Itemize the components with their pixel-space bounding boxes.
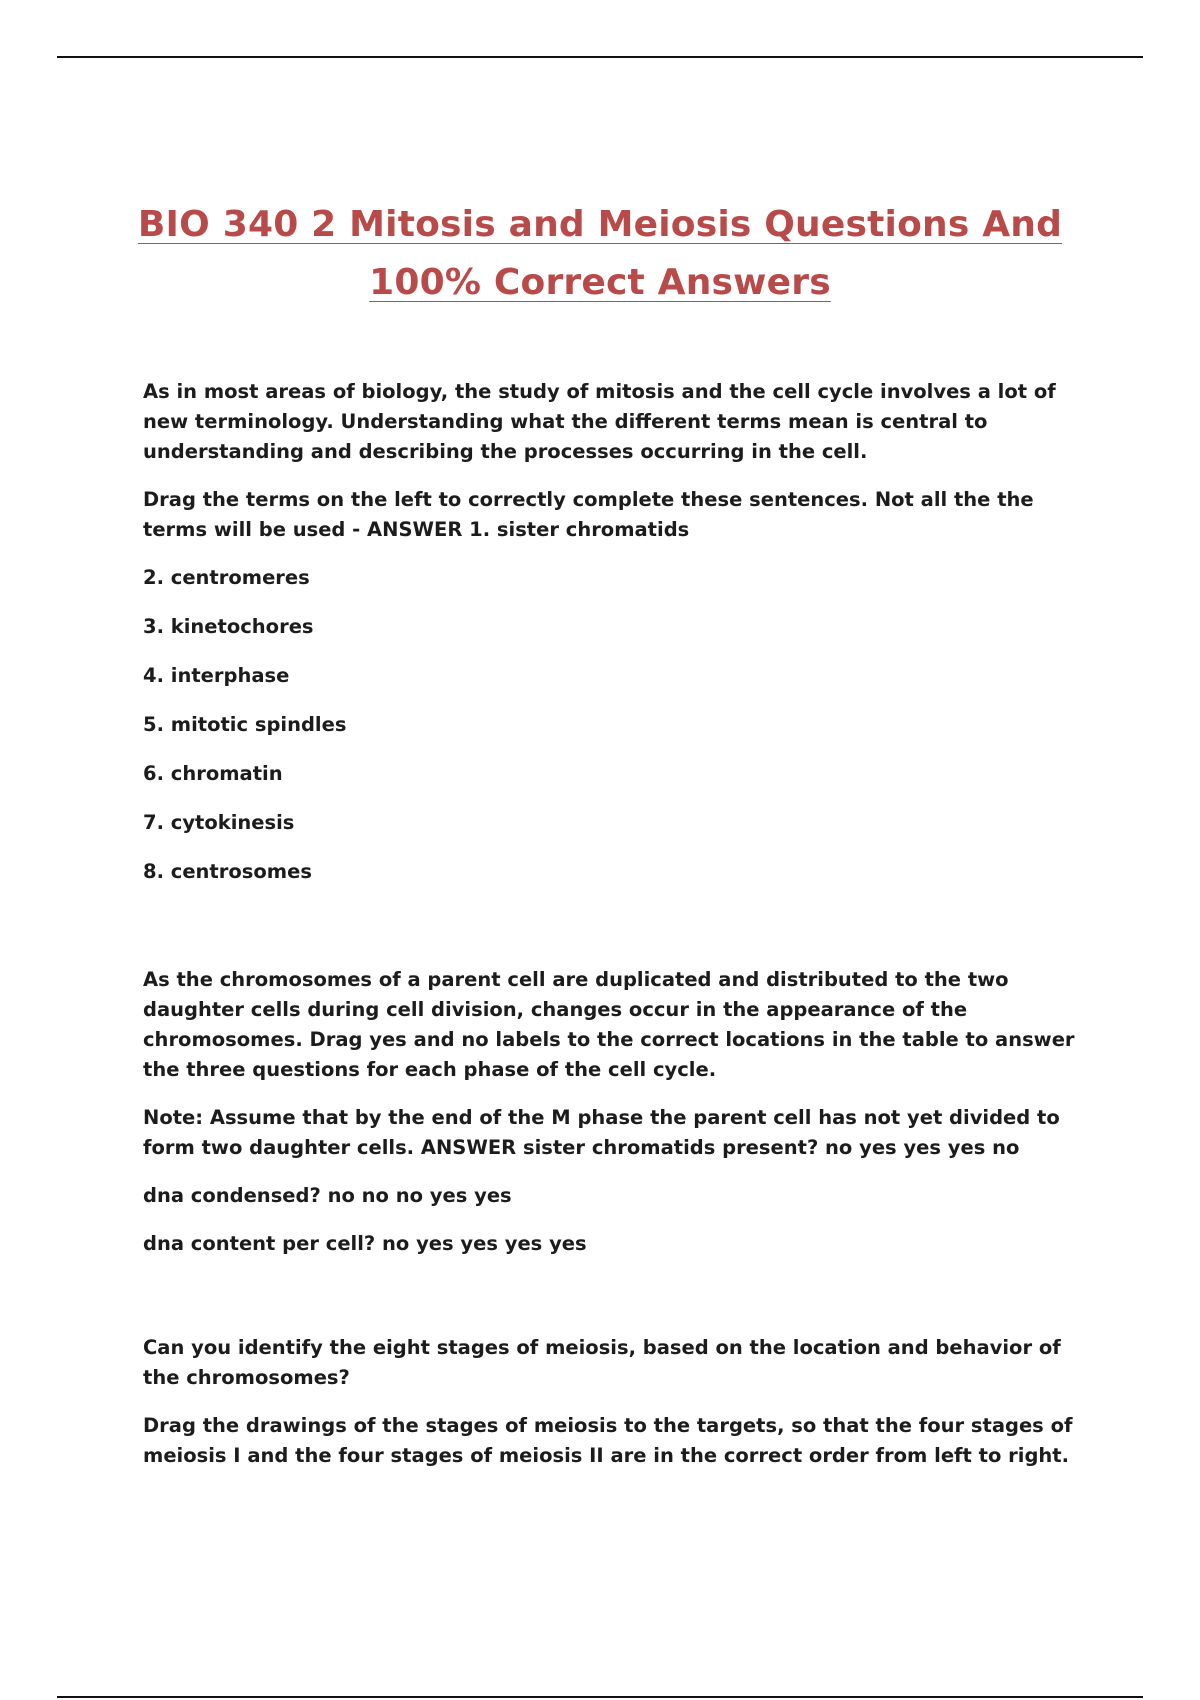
term-list [143, 563, 1093, 887]
meiosis-question: Can you identify the eight stages of meiosis, based on the location and behavior of the chromosomes? [143, 1336, 1061, 1389]
document-title [100, 196, 1100, 312]
section-meiosis-stages [143, 1333, 1093, 1489]
bottom-rule [57, 1696, 1143, 1698]
list-item: 7. cytokinesis [143, 811, 295, 834]
chromosome-note: Note: Assume that by the end of the M phase the parent cell has not yet divided to form two daughter cells. ANSWER sister chromatids present? no yes yes yes no [143, 1106, 1060, 1159]
title-line-1: BIO 340 2 Mitosis and Meiosis Questions And [137, 204, 1063, 245]
list-item: 5. mitotic spindles [143, 713, 347, 736]
section-chromosome-changes [143, 965, 1093, 1277]
chromosome-intro: As the chromosomes of a parent cell are duplicated and distributed to the two daughter cells during cell division, changes occur in the appearance of the chromosomes. Drag yes and no labels to the correct locations in the table to answer the three questions for each phase of the cell cycle. [143, 968, 1075, 1081]
list-item: 4. interphase [143, 664, 290, 687]
meiosis-instruction: Drag the drawings of the stages of meiosis to the targets, so that the four stages of meiosis I and the four stages of meiosis II are in the correct order from left to right. [143, 1414, 1073, 1467]
title-line-2: 100% Correct Answers [369, 262, 831, 303]
dna-content-answer: dna content per cell? no yes yes yes yes [143, 1232, 587, 1255]
list-item: 3. kinetochores [143, 615, 314, 638]
terminology-question: Drag the terms on the left to correctly complete these sentences. Not all the the terms will be used - ANSWER 1. sister chromatids [143, 488, 1034, 541]
terminology-intro: As in most areas of biology, the study of mitosis and the cell cycle involves a lot of new terminology. Understanding what the different terms mean is central to understanding and describing the processes occurring in the cell. [143, 380, 1056, 463]
list-item: 2. centromeres [143, 566, 310, 589]
dna-condensed-answer: dna condensed? no no no yes yes [143, 1184, 512, 1207]
list-item: 6. chromatin [143, 762, 283, 785]
top-rule [57, 56, 1143, 58]
section-terminology [143, 377, 1093, 906]
list-item: 8. centrosomes [143, 860, 312, 883]
